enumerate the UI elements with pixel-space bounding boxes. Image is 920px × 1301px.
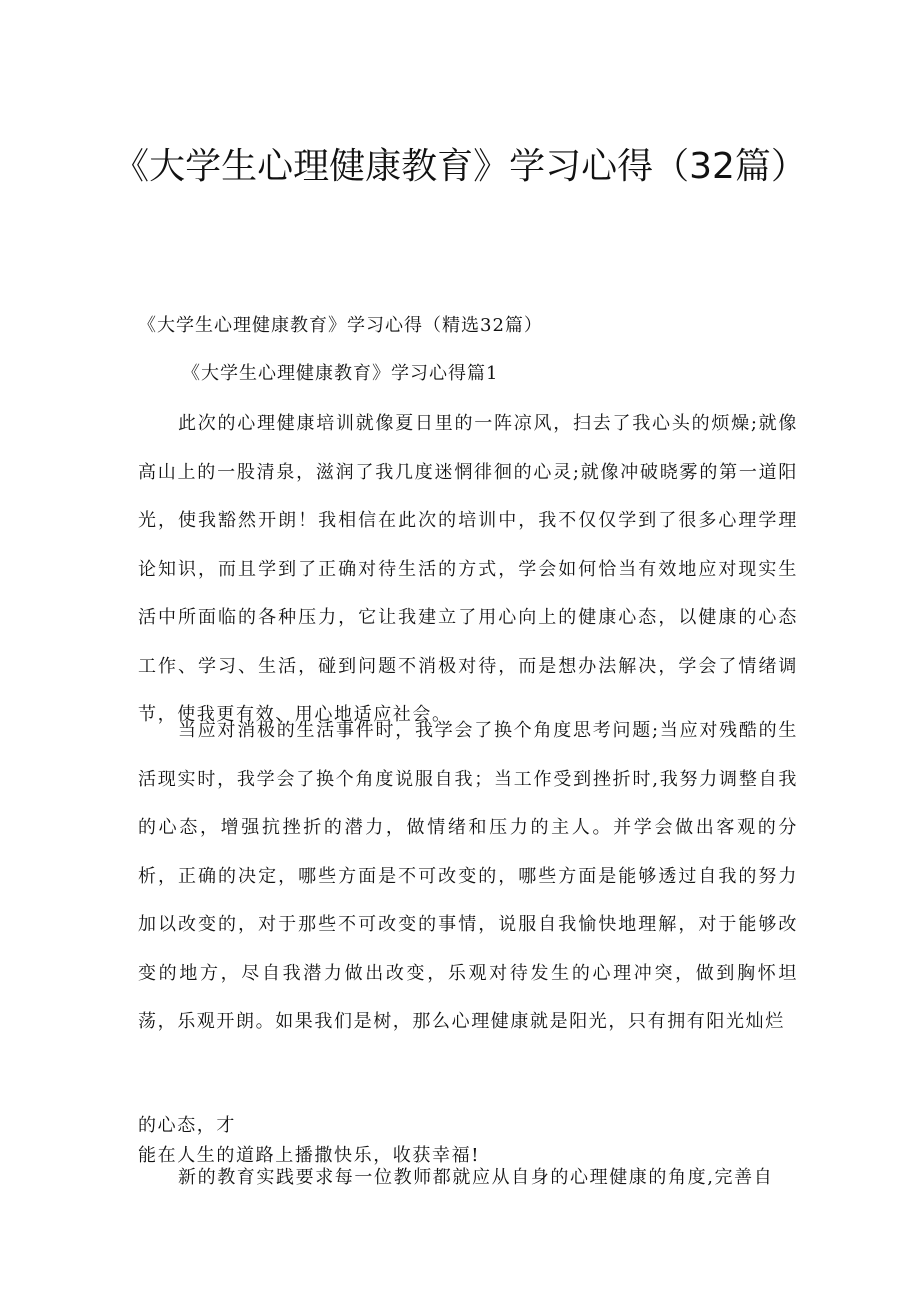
body-paragraph-2: 当应对消极的生活事件时，我学会了换个角度思考问题;当应对残酷的生活现实时，我学会了换个角度说服自我；当工作受到挫折时,我努力调整自我的心态，增强抗挫折的潜力，做情绪和压力的主人。并学会做出客观的分析，正确的决定，哪些方面是不可改变的，哪些方面是能够透过自我的努力加以改变的，对于那些不可改变的事情，说服自我愉快地理解，对于能够改变的地方，尽自我潜力做出改变，乐观对待发生的心理冲突，做到胸怀坦荡，乐观开朗。如果我们是树，那么心理健康就是阳光，只有拥有阳光灿烂	[138, 720, 798, 1032]
document-subtitle: 《大学生心理健康教育》学习心得（精选32篇）	[138, 315, 543, 336]
body-paragraph-1: 此次的心理健康培训就像夏日里的一阵凉风，扫去了我心头的烦燥;就像高山上的一股清泉，滋润了我几度迷惘徘徊的心灵;就像冲破晓雾的第一道阳光，使我豁然开朗！我相信在此次的培训中，我不仅仅学到了很多心理学理论知识，而且学到了正确对待生活的方式，学会如何恰当有效地应对现实生活中所面临的各种压力，它让我建立了用心向上的健康心态，以健康的心态工作、学习、生活，碰到问题不消极对待，而是想办法解决，学会了情绪调节，使我更有效、用心地适应社会。	[138, 413, 798, 725]
body-paragraph-3: 新的教育实践要求每一位教师都就应从自身的心理健康的角度,完善自	[178, 1167, 774, 1188]
section-heading: 《大学生心理健康教育》学习心得篇1	[182, 363, 499, 384]
body-paragraph-2-tail-line-1: 的心态，才	[138, 1115, 236, 1136]
document-title: 《大学生心理健康教育》学习心得（32篇）	[113, 146, 807, 187]
body-paragraph-2-tail-line-2: 能在人生的道路上播撒快乐，收获幸福!	[138, 1145, 481, 1166]
